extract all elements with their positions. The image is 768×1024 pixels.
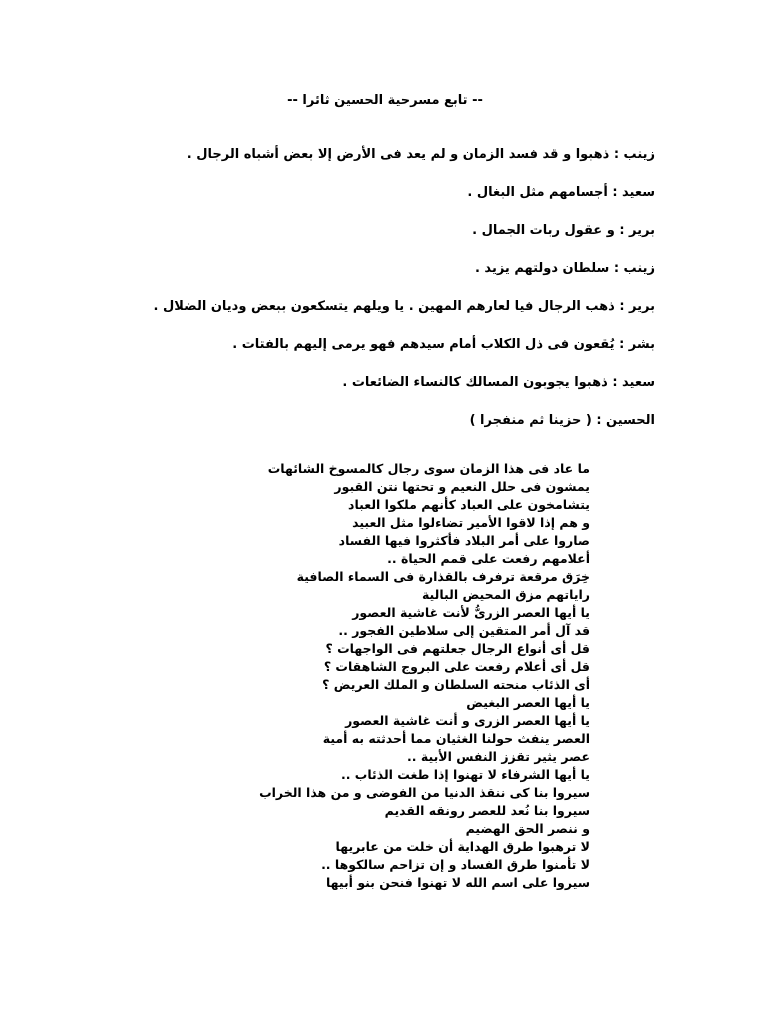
speech-text: ذهبوا يجوبون المسالك كالنساء الضائعات .	[342, 375, 608, 390]
poem-verse: يا أيها العصر الزرىُّ لأنت غاشية العصور	[352, 605, 590, 620]
dialogue-line	[55, 335, 655, 355]
speaker-name: سعيد :	[612, 375, 655, 390]
poem-verse: العصر ينفث حولنا الغثيان مما أحدثته به أمية	[322, 731, 590, 746]
poem-verse: لا تأمنوا طرق الفساد و إن تزاحم سالكوها ..	[321, 857, 590, 872]
speaker-name: زينب :	[613, 261, 655, 276]
dialogue-line	[55, 145, 655, 165]
poem-verse: يا أيها العصر الزرى و أنت غاشية العصور	[345, 713, 590, 728]
poem-section	[170, 460, 590, 892]
speaker-name: الحسين :	[596, 413, 655, 428]
poem-verse: سيروا بنا كى ننقذ الدنيا من الفوضى و من هذا الخراب	[259, 785, 590, 800]
poem-verse: سيروا على اسم الله لا تهنوا فنحن بنو أبيها	[325, 875, 590, 890]
speech-text: و عقول ربات الجمال .	[472, 223, 615, 238]
dialogue-line	[55, 297, 655, 317]
poem-verse: يا أيها الشرفاء لا تهنوا إذا طغت الذئاب ..	[340, 767, 590, 782]
poem-verse: خِرَق مرقعة ترفرف بالقذارة فى السماء الصافية	[296, 569, 590, 584]
dialogue-line	[55, 259, 655, 279]
dialogue-line	[55, 373, 655, 393]
dialogue-line	[55, 183, 655, 203]
poem-verse: قد آل أمر المتقين إلى سلاطين الفجور ..	[338, 623, 590, 638]
poem-verse: راياتهم مزق المحيض البالية	[421, 587, 590, 602]
poem-verse: يتشامخون على العباد كأنهم ملكوا العباد	[348, 497, 590, 512]
dialogue-line	[55, 411, 655, 431]
dialogue-line	[55, 221, 655, 241]
poem-verse: و ننصر الحق الهضيم	[465, 821, 590, 836]
page-title: -- تابع مسرحية الحسين ثائرا --	[287, 93, 483, 108]
speaker-name: برير :	[619, 223, 655, 238]
poem-verse: قل أى أعلام رفعت على البروج الشاهقات ؟	[323, 659, 590, 674]
poem-verse: أعلامهم رفعت على قمم الحياة ..	[387, 551, 590, 566]
speech-text: أجسامهم مثل البغال .	[467, 185, 608, 200]
poem-verse: لا ترهبوا طرق الهداية أن خلت من عابريها	[335, 839, 590, 854]
poem-verse: ما عاد فى هذا الزمان سوى رجال كالمسوخ الشائهات	[267, 461, 590, 476]
poem-verse: يا أيها العصر البغيض	[466, 695, 590, 710]
speech-text: ذهب الرجال فيا لعارهم المهين . يا ويلهم يتسكعون ببعض وديان الضلال .	[153, 299, 615, 314]
poem-verse: صاروا على أمر البلاد فأكثروا فيها الفساد	[338, 533, 590, 548]
speaker-name: سعيد :	[612, 185, 655, 200]
speech-text: ذهبوا و قد فسد الزمان و لم يعد فى الأرض إلا بعض أشباه الرجال .	[186, 147, 610, 162]
poem-verse: أى الذئاب منحته السلطان و الملك العريض ؟	[322, 677, 590, 692]
speaker-name: بشر :	[619, 337, 655, 352]
poem-verse: و هم إذا لاقوا الأمير تضاءلوا مثل العبيد	[352, 515, 590, 530]
dialogue-section	[55, 145, 655, 449]
speech-text: يُقعون فى ذل الكلاب أمام سيدهم فهو يرمى إليهم بالفتات .	[232, 337, 615, 352]
speaker-name: برير :	[619, 299, 655, 314]
poem-verse: قل أى أنواع الرجال جعلتهم فى الواجهات ؟	[325, 641, 590, 656]
poem-verse: عصر يثير تقزز النفس الأبية ..	[407, 749, 590, 764]
poem-verse: سيروا بنا نُعد للعصر رونقه القديم	[384, 803, 590, 818]
poem-verse: يمشون فى حلل النعيم و تحتها نتن القبور	[334, 479, 590, 494]
speaker-name: زينب :	[613, 147, 655, 162]
speech-text: ( حزينا ثم منفجرا )	[469, 413, 592, 428]
speech-text: سلطان دولتهم يزيد .	[474, 261, 610, 276]
